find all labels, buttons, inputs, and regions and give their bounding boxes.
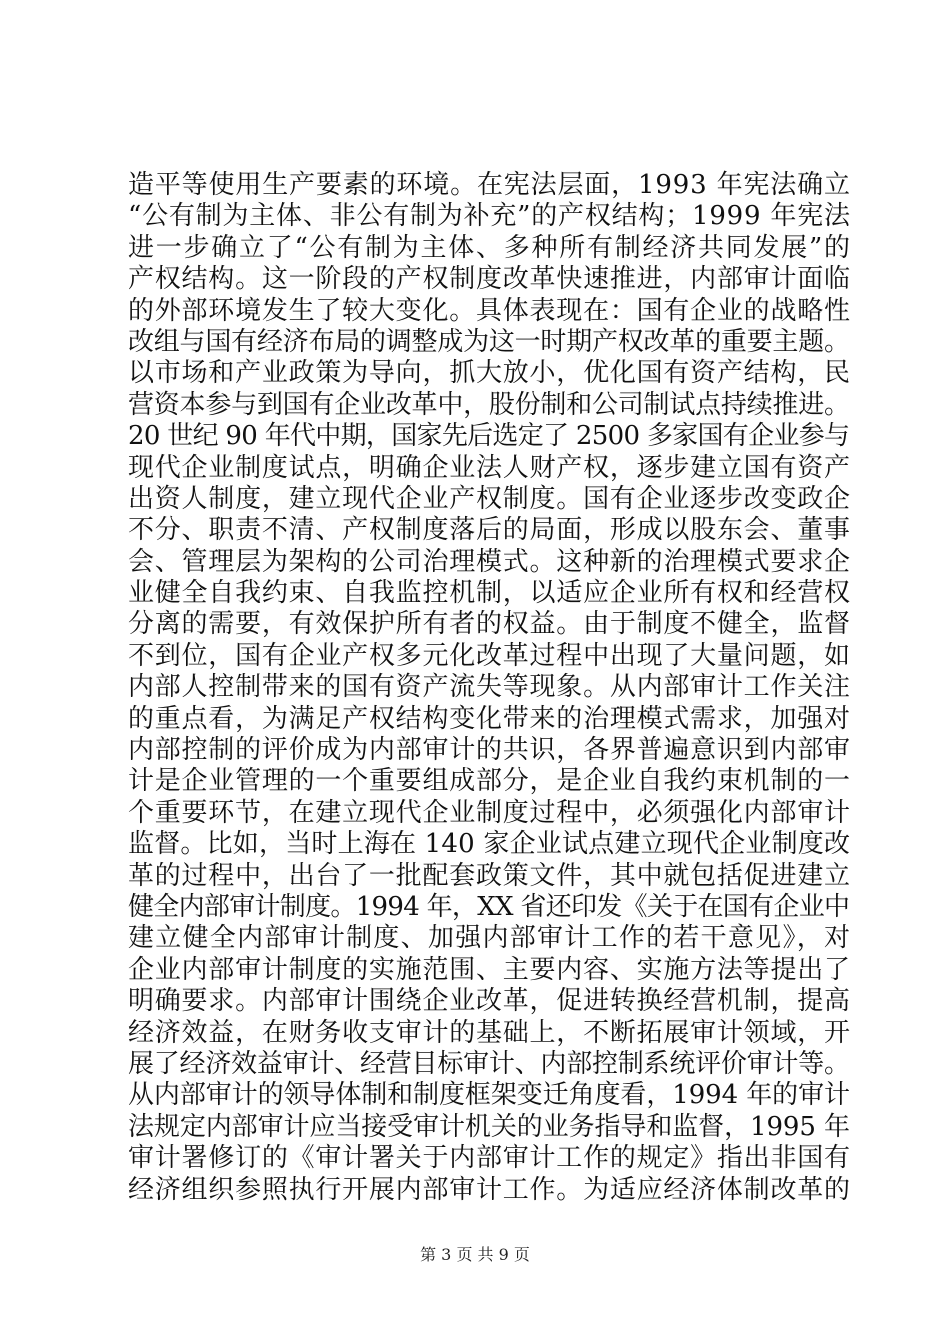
text-line: 计是企业管理的一个重要组成部分，是企业自我约束机制的一 bbox=[128, 766, 851, 797]
text-line: 内部控制的评价成为内部审计的共识，各界普遍意识到内部审 bbox=[128, 735, 851, 766]
text-line: 不到位，国有企业产权多元化改革过程中出现了大量问题，如 bbox=[128, 640, 851, 671]
text-line: 营资本参与到国有企业改革中，股份制和公司制试点持续推进。 bbox=[128, 389, 850, 420]
text-line: 经济效益，在财务收支审计的基础上，不断拓展审计领域，开 bbox=[128, 1017, 851, 1048]
text-line: 从内部审计的领导体制和制度框架变迁角度看，1994 年的审计 bbox=[128, 1080, 850, 1111]
text-line: 出资人制度，建立现代企业产权制度。国有企业逐步改变政企 bbox=[128, 483, 851, 514]
text-line: 革的过程中，出台了一批配套政策文件，其中就包括促进建立 bbox=[128, 860, 851, 891]
text-line: 以市场和产业政策为导向，抓大放小，优化国有资产结构，民 bbox=[128, 358, 851, 389]
text-line: 健全内部审计制度。1994 年，XX 省还印发《关于在国有企业中 bbox=[128, 891, 850, 922]
text-line: “公有制为主体、非公有制为补充”的产权结构；1999 年宪法 bbox=[128, 201, 851, 232]
body-paragraph bbox=[128, 170, 850, 1206]
page-footer: 第 3 页 共 9 页 bbox=[420, 1245, 530, 1264]
text-line: 会、管理层为架构的公司治理模式。这种新的治理模式要求企 bbox=[128, 546, 851, 577]
text-line: 产权结构。这一阶段的产权制度改革快速推进，内部审计面临 bbox=[128, 264, 851, 295]
text-line: 企业内部审计制度的实施范围、主要内容、实施方法等提出了 bbox=[128, 954, 851, 985]
text-line: 现代企业制度试点，明确企业法人财产权，逐步建立国有资产 bbox=[128, 452, 851, 483]
text-line: 法规定内部审计应当接受审计机关的业务指导和监督，1995 年 bbox=[128, 1111, 850, 1142]
text-line: 监督。比如，当时上海在 140 家企业试点建立现代企业制度改 bbox=[128, 829, 851, 860]
text-line: 造平等使用生产要素的环境。在宪法层面，1993 年宪法确立 bbox=[128, 170, 851, 200]
text-line: 业健全自我约束、自我监控机制，以适应企业所有权和经营权 bbox=[128, 578, 851, 609]
text-line: 的重点看，为满足产权结构变化带来的治理模式需求，加强对 bbox=[128, 703, 851, 734]
text-line: 20 世纪 90 年代中期，国家先后选定了 2500 多家国有企业参与 bbox=[128, 421, 850, 452]
text-line: 建立健全内部审计制度、加强内部审计工作的若干意见》，对 bbox=[128, 923, 852, 954]
text-line: 不分、职责不清、产权制度落后的局面，形成以股东会、董事 bbox=[128, 515, 851, 546]
text-line: 分离的需要，有效保护所有者的权益。由于制度不健全，监督 bbox=[128, 609, 851, 640]
text-line: 进一步确立了“公有制为主体、多种所有制经济共同发展”的 bbox=[128, 232, 852, 263]
text-line: 改组与国有经济布局的调整成为这一时期产权改革的重要主题。 bbox=[128, 326, 850, 357]
text-line: 的外部环境发生了较大变化。具体表现在：国有企业的战略性 bbox=[128, 295, 851, 326]
text-line: 经济组织参照执行开展内部审计工作。为适应经济体制改革的 bbox=[128, 1174, 851, 1205]
text-line: 个重要环节，在建立现代企业制度过程中，必须强化内部审计 bbox=[128, 797, 851, 828]
text-line: 明确要求。内部审计围绕企业改革，促进转换经营机制，提高 bbox=[128, 986, 851, 1017]
text-line: 审计署修订的《审计署关于内部审计工作的规定》指出非国有 bbox=[128, 1143, 851, 1174]
text-line: 内部人控制带来的国有资产流失等现象。从内部审计工作关注 bbox=[128, 672, 851, 703]
text-line: 展了经济效益审计、经营目标审计、内部控制系统评价审计等。 bbox=[128, 1048, 850, 1079]
